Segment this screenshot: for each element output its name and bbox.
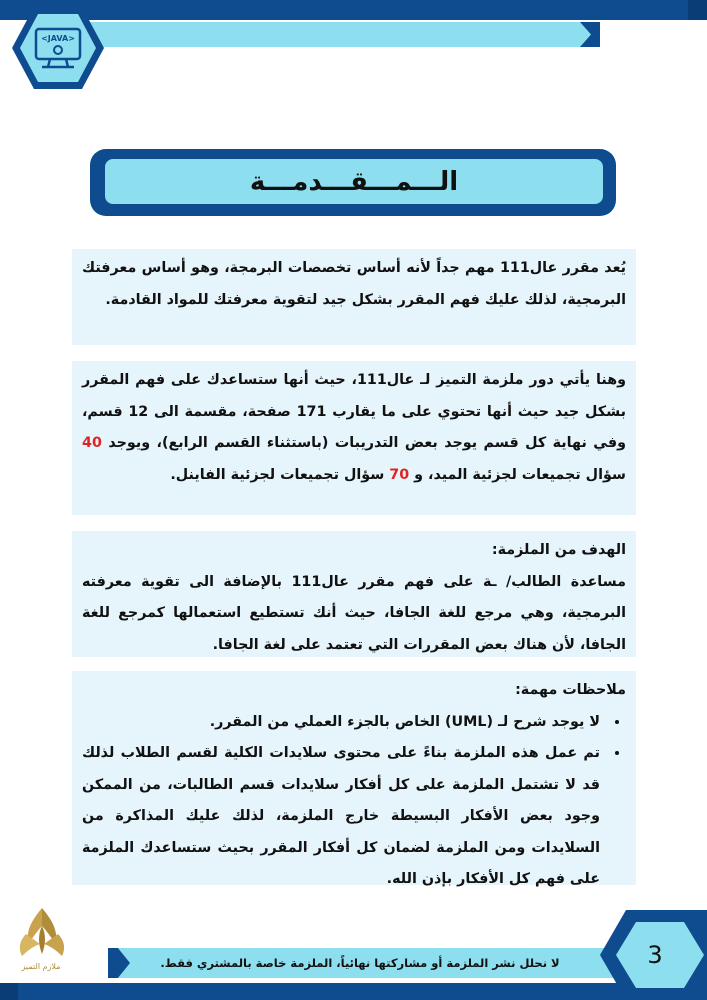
mid-questions-count: 40	[82, 435, 102, 451]
goal-heading: الهدف من الملزمة:	[491, 542, 626, 558]
role-text: وهنا يأتي دور ملزمة التميز لـ عال111، حيث أنها ستساعدك على فهم المقرر بشكل جيد حيث أنها تحتوي على ما يقارب 171 صفحة، مقسمة الى 12 قسم، وفي نهاية كل قسم يوجد بعض التدريبات (باستثناء القسم الرابع)، ويوجد 40 سؤال تجميعات لجزئية الميد، و 70 سؤال تجميعات لجزئية الفاينل.	[82, 372, 626, 483]
title-box	[103, 157, 605, 206]
header-light-bar	[84, 22, 599, 47]
intro-section	[72, 249, 636, 345]
page-number: 3	[647, 941, 663, 969]
brand-name: ملازم التميز	[21, 962, 61, 971]
notes-list	[82, 707, 626, 896]
list-item: • لا يوجد شرح لـ (UML) الخاص بالجزء العملي من المقرر.	[82, 707, 604, 739]
goal-text: مساعدة الطالب/ ـة على فهم مقرر عال111 بالإضافة الى تقوية معرفته البرمجية، وهي مرجع للغة الجافا، حيث أنك تستطيع استعمالها كمرجع للغة الجافا، لأن هناك بعض المقررات التي تعتمد على لغة الجافا.	[82, 573, 626, 653]
goal-section	[72, 531, 636, 657]
page-title: الـــمـــقـــدمـــة	[249, 166, 459, 197]
footer-notice: لا نحلل نشر الملزمة أو مشاركتها نهائياً، الملزمة خاصة بالمشتري فقط.	[160, 956, 560, 970]
footer-bottom-bar-tip	[0, 983, 18, 1000]
header-top-bar	[0, 0, 707, 20]
intro-text: يُعد مقرر عال111 مهم جداً لأنه أساس تخصصات البرمجة، وهو أساس معرفتك البرمجية، لذلك عليك فهم المقرر بشكل جيد لتقوية معرفتك للمواد القادمة.	[82, 260, 627, 308]
final-questions-count: 70	[389, 466, 410, 483]
list-item: • تم عمل هذه الملزمة بناءً على محتوى سلايدات الكلية لقسم الطلاب لذلك قد لا تشتمل الملزمة على كل أفكار سلايدات قسم الطالبات، من الممكن وجود بعض الأفكار البسيطة خارج الملزمة، لذلك عليك المذاكرة من السلايدات ومن الملزمة لضمان كل أفكار المقرر بحيث ستساعدك الملزمة على فهم كل الأفكار بإذن الله.	[82, 738, 604, 896]
notes-section	[72, 671, 636, 885]
role-section	[72, 361, 636, 515]
header-top-bar-tip	[688, 0, 707, 20]
svg-text:<JAVA>: <JAVA>	[41, 34, 75, 43]
notes-heading: ملاحظات مهمة:	[515, 682, 626, 698]
java-logo-icon	[10, 5, 106, 91]
